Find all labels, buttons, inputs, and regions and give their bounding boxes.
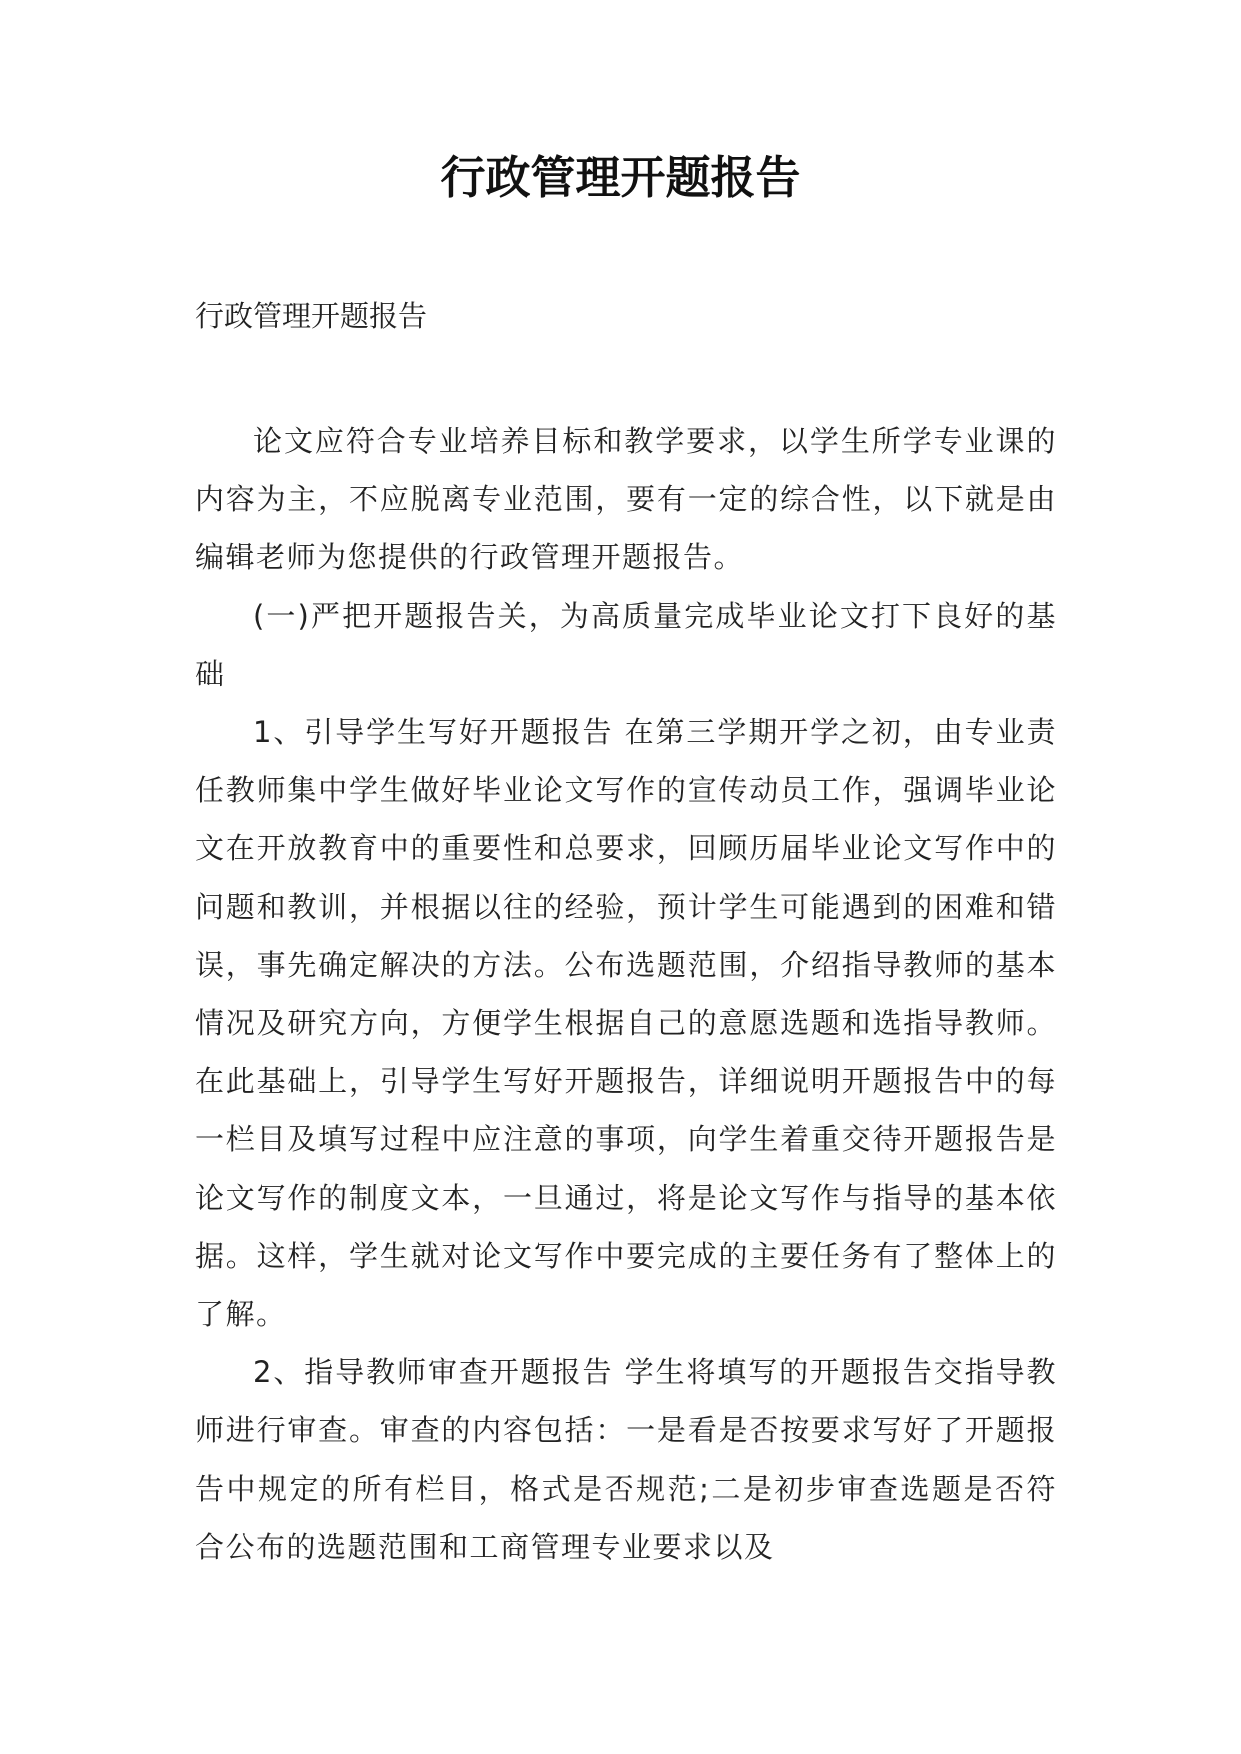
document-title: 行政管理开题报告 — [440, 151, 801, 204]
document-subtitle: 行政管理开题报告 — [195, 299, 428, 333]
body-paragraph: 论文应符合专业培养目标和教学要求，以学生所学专业课的内容为主，不应脱离专业范围，要有一定的综合性，以下就是由编辑老师为您提供的行政管理开题报告。 — [195, 424, 1057, 575]
section-heading: (一)严把开题报告关，为高质量完成毕业论文打下良好的基础 — [195, 598, 1057, 691]
document-body — [195, 412, 1057, 1576]
body-paragraph: 2、指导教师审查开题报告 学生将填写的开题报告交指导教师进行审查。审查的内容包括：一是看是否按要求写好了开题报告中规定的所有栏目，格式是否规范;二是初步审查选题是否符合公布的选题范围和工商管理专业要求以及 — [195, 1355, 1057, 1564]
body-paragraph: 1、引导学生写好开题报告 在第三学期开学之初，由专业责任教师集中学生做好毕业论文写作的宣传动员工作，强调毕业论文在开放教育中的重要性和总要求，回顾历届毕业论文写作中的问题和教训，并根据以往的经验，预计学生可能遇到的困难和错误，事先确定解决的方法。公布选题范围，介绍指导教师的基本情况及研究方向，方便学生根据自己的意愿选题和选指导教师。在此基础上，引导学生写好开题报告，详细说明开题报告中的每一栏目及填写过程中应注意的事项，向学生着重交待开题报告是论文写作的制度文本，一旦通过，将是论文写作与指导的基本依据。这样，学生就对论文写作中要完成的主要任务有了整体上的了解。 — [195, 715, 1057, 1332]
